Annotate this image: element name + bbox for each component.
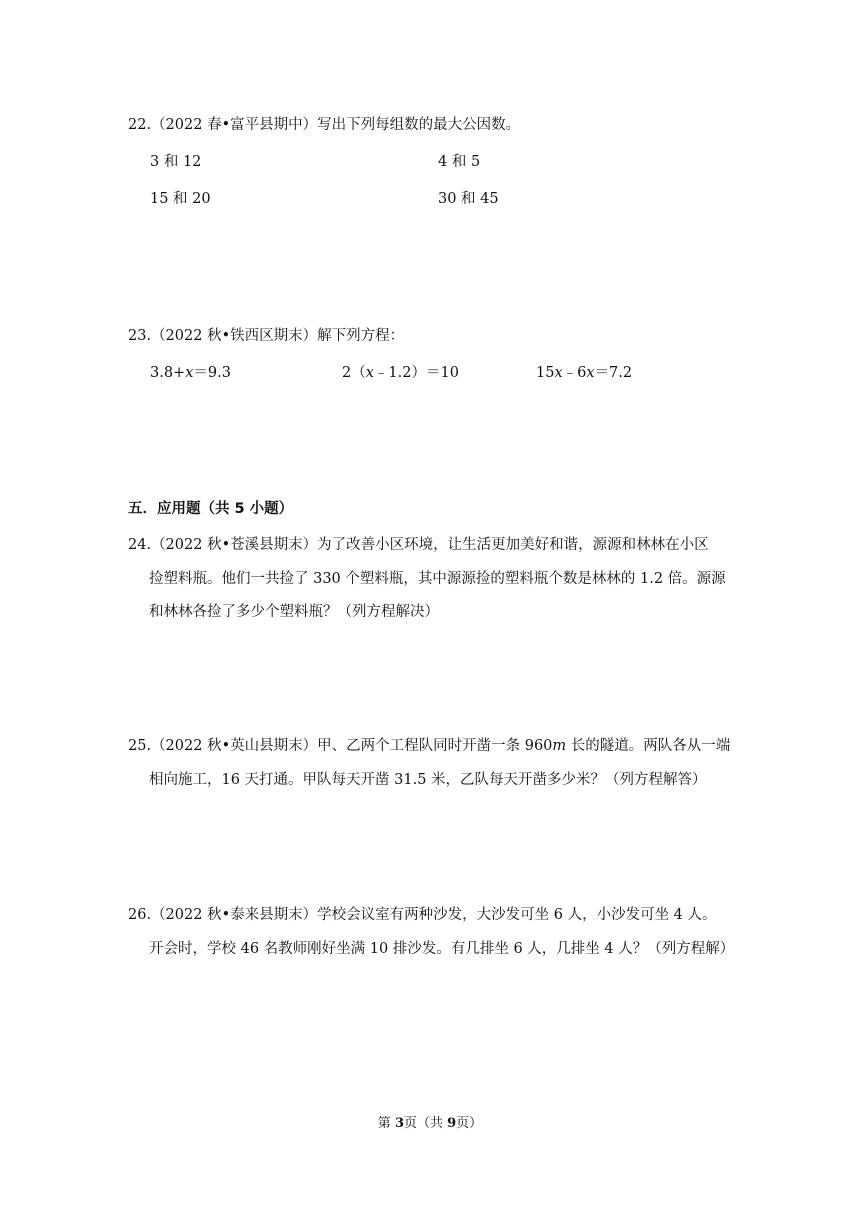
question-25 — [128, 734, 730, 755]
question-prompt: 写出下列每组数的最大公因数。 — [317, 117, 521, 133]
question-text: 甲、乙两个工程队同时开凿一条 960 — [317, 738, 553, 754]
equation-1 — [150, 361, 231, 382]
equation-text: 2（ — [342, 365, 366, 381]
question-source: （2022 春•富平县期中） — [151, 117, 318, 133]
question-26-line-2: 开会时，学校 46 名教师刚好坐满 10 排沙发。有几排坐 6 人，几排坐 4 人？（列方程解） — [149, 941, 735, 957]
page-number: 3 — [394, 1116, 404, 1131]
question-source: （2022 秋•铁西区期末） — [151, 328, 318, 344]
question-24-line-2: 捡塑料瓶。他们一共捡了 330 个塑料瓶，其中源源捡的塑料瓶个数是林林的 1.2 倍。源源 — [149, 571, 726, 587]
page-total: 9 — [447, 1116, 457, 1131]
question-24 — [128, 533, 709, 554]
gcd-item-2: 4 和 5 — [438, 154, 481, 170]
question-prompt: 解下列方程： — [317, 328, 405, 344]
variable-x: x — [554, 365, 563, 381]
unit-m: m — [552, 738, 567, 754]
question-source: （2022 秋•苍溪县期末） — [151, 537, 318, 553]
equation-text: ﹣6 — [562, 365, 587, 381]
gcd-item-4: 30 和 45 — [438, 191, 499, 207]
question-source: （2022 秋•泰来县期末） — [151, 907, 318, 923]
equation-text: ﹣1.2）＝10 — [373, 365, 459, 381]
equation-text: ＝7.2 — [594, 365, 633, 381]
equation-text: ＝9.3 — [193, 365, 231, 381]
gcd-item-3: 15 和 20 — [150, 191, 211, 207]
section-heading: 五．应用题（共 5 小题） — [128, 501, 294, 517]
equation-text: 15 — [536, 365, 555, 381]
question-number: 22. — [128, 117, 152, 133]
question-number: 25. — [128, 738, 152, 754]
question-23 — [128, 324, 404, 345]
question-22 — [128, 113, 520, 134]
question-source: （2022 秋•英山县期末） — [151, 738, 318, 754]
equation-text: 3.8+ — [150, 365, 186, 381]
variable-x: x — [586, 365, 595, 381]
gcd-item-1: 3 和 12 — [150, 154, 202, 170]
variable-x: x — [185, 365, 194, 381]
question-24-line-3: 和林林各捡了多少个塑料瓶？（列方程解决） — [149, 604, 439, 620]
footer-text: 第 — [377, 1116, 395, 1131]
footer-text: 页） — [456, 1116, 483, 1131]
question-number: 24. — [128, 537, 152, 553]
question-26 — [128, 903, 717, 924]
footer-text: 页（共 — [403, 1116, 448, 1131]
question-25-line-2: 相向施工，16 天打通。甲队每天开凿 31.5 米，乙队每天开凿多少米？（列方程解答） — [149, 772, 707, 788]
page-footer — [0, 1112, 860, 1131]
question-text: 为了改善小区环境，让生活更加美好和谐，源源和林林在小区 — [317, 537, 709, 553]
question-text: 长的隧道。两队各从一端 — [566, 738, 731, 754]
question-text: 学校会议室有两种沙发，大沙发可坐 6 人，小沙发可坐 4 人。 — [317, 907, 717, 923]
equation-3 — [536, 361, 632, 382]
equation-2 — [342, 361, 459, 382]
variable-x: x — [365, 365, 374, 381]
question-number: 23. — [128, 328, 152, 344]
question-number: 26. — [128, 907, 152, 923]
